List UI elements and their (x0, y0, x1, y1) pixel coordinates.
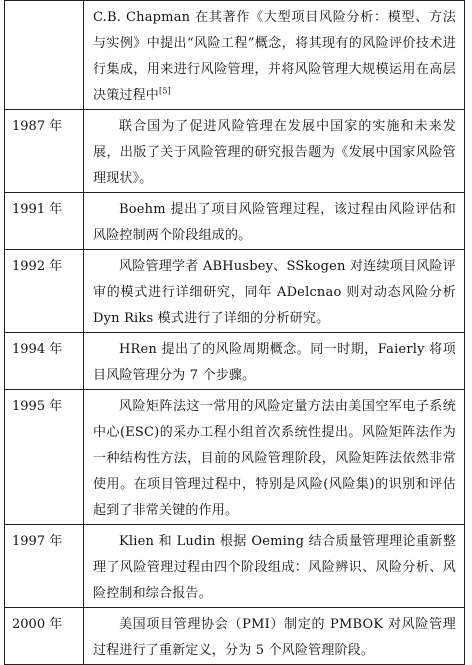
year-cell: 1997 年 (5, 525, 84, 608)
description-cell: HRen 提出了的风险周期概念。同一时期，Faierly 将项目风险管理分为 7 个步骤。 (84, 333, 465, 390)
year-cell: 1995 年 (5, 390, 84, 525)
description-cell: Klien 和 Ludin 根据 Oeming 结合质量管理理论重新整理了风险管理过程由四个阶段组成：风险辨识、风险分析、风险控制和综合报告。 (84, 525, 465, 608)
description-cell: 风险矩阵法这一常用的风险定量方法由美国空军电子系统中心(ESC)的采办工程小组首次系统性提出。风险矩阵法作为一种结构性方法，目前的风险管理阶段，风险矩阵法依然非常使用。在项目管理过程中，特别是风险(风险集)的识别和评估起到了非常关键的作用。 (84, 390, 465, 525)
year-cell: 1987 年 (5, 110, 84, 193)
description-cell: 联合国为了促进风险管理在发展中国家的实施和未来发展，出版了关于风险管理的研究报告题为《发展中国家风险管理现状》。 (84, 110, 465, 193)
year-cell (5, 1, 84, 110)
table-row (5, 390, 465, 525)
table-row (5, 525, 465, 608)
table-row (5, 250, 465, 333)
table-row (5, 110, 465, 193)
year-cell: 1994 年 (5, 333, 84, 390)
description-cell (84, 1, 465, 110)
description-cell: 美国项目管理协会（PMI）制定的 PMBOK 对风险管理过程进行了重新定义，分为 5 个风险管理阶段。 (84, 608, 465, 665)
risk-management-history-table (4, 0, 465, 665)
year-cell: 2000 年 (5, 608, 84, 665)
citation-reference: [5] (159, 86, 171, 96)
year-cell: 1991 年 (5, 193, 84, 250)
table-row (5, 1, 465, 110)
table-row (5, 193, 465, 250)
year-cell: 1992 年 (5, 250, 84, 333)
description-text: C.B. Chapman 在其著作《大型项目风险分析：模型、方法与实例》中提出“风险工程”概念，将其现有的风险评价技术进行集成，用来进行风险管理，并将风险管理大规模运用在高层决策过程中 (93, 10, 456, 103)
table-row (5, 333, 465, 390)
description-cell: 风险管理学者 ABHusbey、SSkogen 对连续项目风险评审的模式进行详细研究，同年 ADelcnao 则对动态风险分析 Dyn Riks 模式进行了详细的分析研究。 (84, 250, 465, 333)
table-row (5, 608, 465, 665)
description-cell: Boehm 提出了项目风险管理过程，该过程由风险评估和风险控制两个阶段组成的。 (84, 193, 465, 250)
